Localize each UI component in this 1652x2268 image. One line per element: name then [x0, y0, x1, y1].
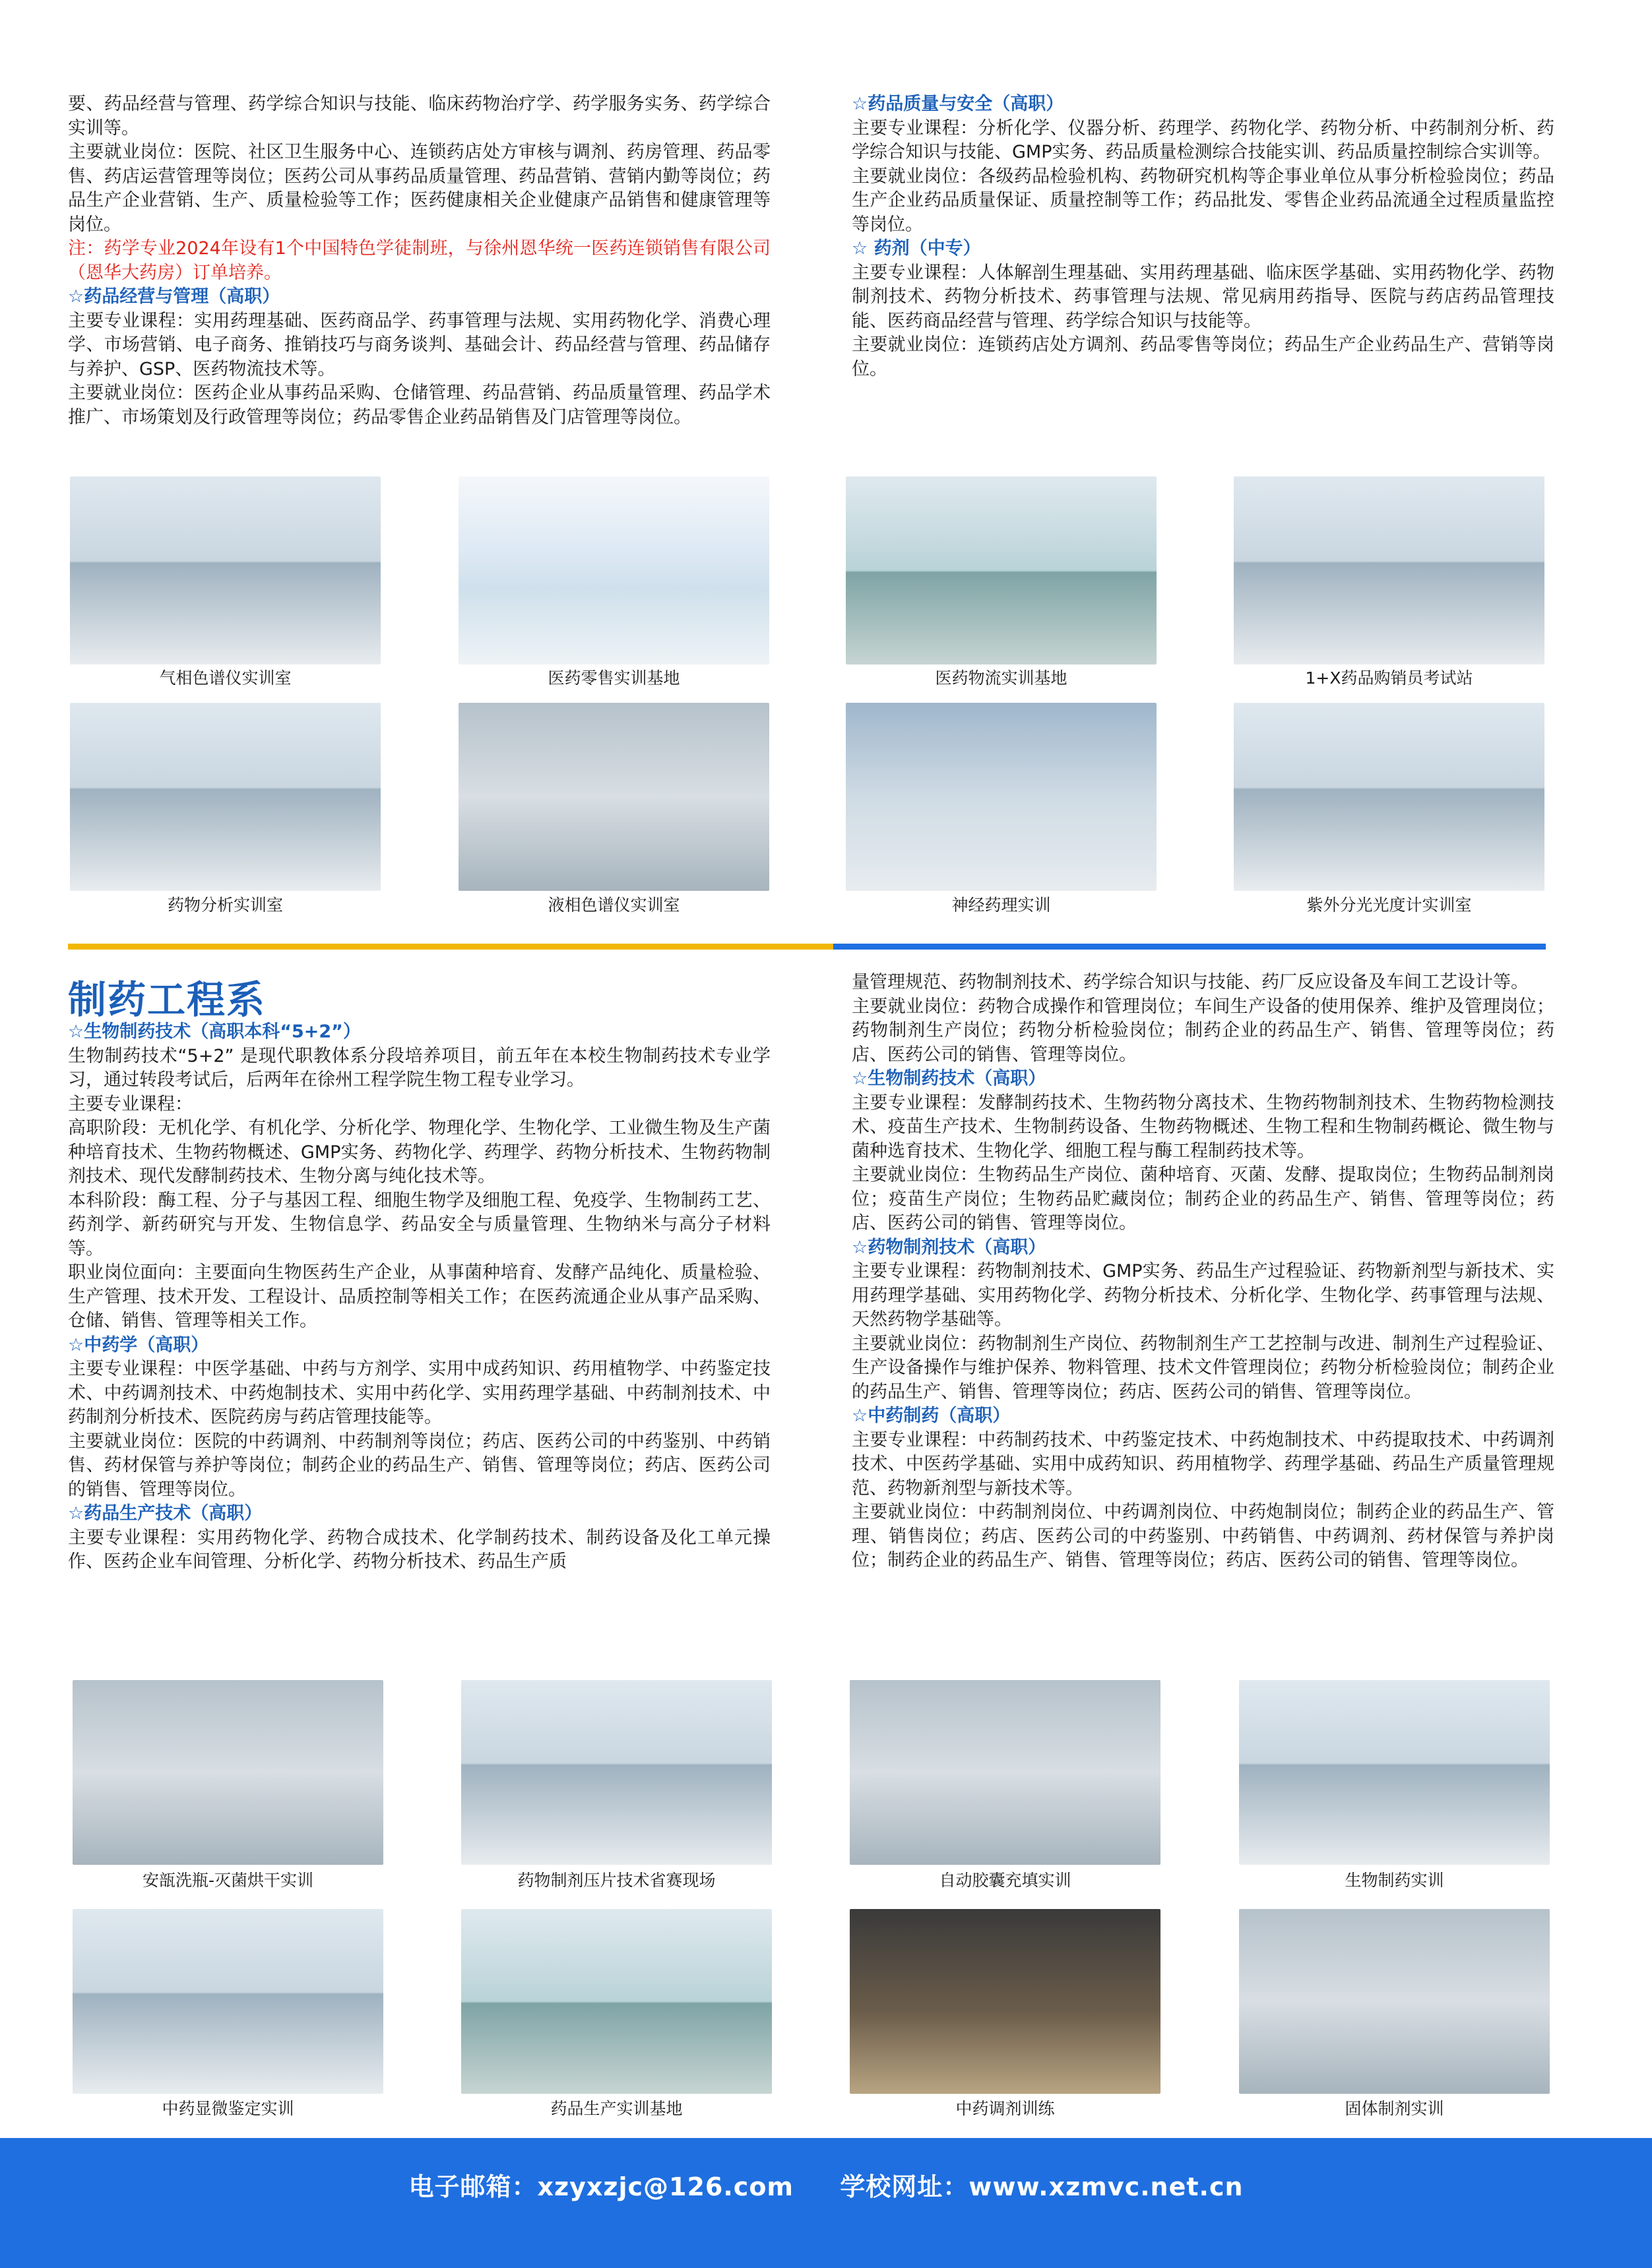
paragraph: 主要就业岗位：医药企业从事药品采购、仓储管理、药品营销、药品质量管理、药品学术推广、市场策划及行政管理等岗位；药品零售企业药品销售及门店管理等岗位。: [68, 383, 771, 428]
photo-gas-chromatography-lab: [70, 476, 381, 664]
photo-drug-analysis-lab: [70, 703, 381, 891]
major-heading: ☆药品质量与安全（高职）: [852, 94, 1064, 114]
paragraph: 主要专业课程：: [68, 1093, 193, 1115]
photo-caption: 中药调剂训练: [955, 2099, 1055, 2118]
paragraph: 主要专业课程：实用药物化学、药物合成技术、化学制药技术、制药设备及化工单元操作、医药企业车间管理、分析化学、药物分析技术、药品生产质: [68, 1527, 771, 1572]
major-heading: ☆中药学（高职）: [68, 1334, 209, 1355]
photo-caption: 药物分析实训室: [167, 895, 283, 915]
major-heading: ☆生物制药技术（高职）: [852, 1068, 1046, 1089]
photo-caption: 固体制剂实训: [1345, 2099, 1444, 2118]
paragraph: 主要就业岗位：中药制剂岗位、中药调剂岗位、中药炮制岗位；制药企业的药品生产、管理、销售岗位；药店、医药公司的中药鉴别、中药销售、中药调剂、药材保管与养护岗位；制药企业的药品生产、销售、管理等岗位；药店、医药公司的销售、管理等岗位。: [852, 1502, 1554, 1571]
paragraph: 生物制药技术“5+2” 是现代职教体系分段培养项目，前五年在本校生物制药技术专业学习，通过转段考试后，后两年在徐州工程学院生物工程专业学习。: [68, 1045, 771, 1090]
photo-ampoule-washing-sterilizing: [73, 1680, 383, 1865]
major-heading: ☆中药制药（高职）: [852, 1406, 1011, 1426]
note-text: 注：药学专业2024年设有1个中国特色学徒制班，与徐州恩华统一医药连锁销售有限公司（恩华大药房）订单培养。: [68, 238, 771, 283]
paragraph: 主要就业岗位：医院、社区卫生服务中心、连锁药店处方审核与调剂、药房管理、药品零售、药店运营管理等岗位；医药公司从事药品质量管理、药品营销、营销内勤等岗位；药品生产企业营销、生产、质量检验等工作；医药健康相关企业健康产品销售和健康管理等岗位。: [68, 142, 771, 235]
photo-production-base: [461, 1909, 772, 2094]
photo-caption: 安瓿洗瓶-灭菌烘干实训: [142, 1871, 314, 1890]
section-divider-blue: [833, 944, 1546, 950]
paragraph: 主要专业课程：中医学基础、中药与方剂学、实用中成药知识、药用植物学、中药鉴定技术、中药调剂技术、中药炮制技术、实用中药化学、实用药理学基础、中药制剂技术、中药制剂分析技术、医院药房与药店管理技能等。: [68, 1359, 771, 1427]
paragraph: 主要专业课程：人体解剖生理基础、实用药理基础、临床医学基础、实用药物化学、药物制剂技术、药物分析技术、药事管理与法规、常见病用药指导、医院与药店药品管理技能、医药商品经营与管理、药学综合知识与技能等。: [852, 262, 1554, 331]
major-heading: ☆ 药剂（中专）: [852, 238, 981, 259]
photo-capsule-filling: [850, 1680, 1160, 1865]
upper-right-column: [852, 92, 1554, 381]
footer-email[interactable]: [408, 2172, 794, 2201]
paragraph: 主要专业课程：发酵制药技术、生物药物分离技术、生物药物制剂技术、生物药物检测技术、疫苗生产技术、生物制药设备、生物药物概述、生物工程和生物制药概论、微生物与菌种选育技术、生物化学、细胞工程与酶工程制药技术等。: [852, 1092, 1554, 1161]
major-heading: ☆药物制剂技术（高职）: [852, 1237, 1046, 1258]
photo-tablet-press-competition: [461, 1680, 772, 1865]
paragraph: 主要专业课程：实用药理基础、医药商品学、药事管理与法规、实用药物化学、消费心理学、市场营销、电子商务、推销技巧与商务谈判、基础会计、药品经营与管理、药品储存与养护、GSP、医药物流技术等。: [68, 310, 771, 379]
photo-1x-exam-station: [1234, 476, 1544, 664]
photo-caption: 医药零售实训基地: [548, 668, 680, 688]
footer-website[interactable]: [840, 2172, 1243, 2201]
photo-uv-spectrophotometer-lab: [1234, 703, 1544, 891]
email-value: xzyxzjc@126.com: [537, 2172, 794, 2201]
photo-tcm-dispensing: [850, 1909, 1160, 2094]
photo-pharmacy-retail-base: [459, 476, 769, 664]
lower-left-column: [68, 1020, 771, 1574]
site-label: 学校网址：: [840, 2172, 969, 2201]
site-value: www.xzmvc.net.cn: [969, 2172, 1244, 2201]
photo-caption: 医药物流实训基地: [935, 668, 1067, 688]
paragraph: 本科阶段：酶工程、分子与基因工程、细胞生物学及细胞工程、免疫学、生物制药工艺、药剂学、新药研究与开发、生物信息学、药品安全与质量管理、生物纳米与高分子材料等。: [68, 1190, 771, 1259]
footer-contact: [0, 2166, 1652, 2203]
photo-caption: 神经药理实训: [951, 895, 1051, 915]
email-label: 电子邮箱：: [408, 2172, 538, 2201]
footer-bar: [0, 2138, 1652, 2268]
photo-caption: 气相色谱仪实训室: [159, 668, 292, 688]
paragraph: 高职阶段：无机化学、有机化学、分析化学、物理化学、生物化学、工业微生物及生产菌种培育技术、生物药物概述、GMP实务、药物化学、药理学、药物分析技术、生物药物制剂技术、现代发酵制药技术、生物分离与纯化技术等。: [68, 1118, 771, 1186]
photo-caption: 药物制剂压片技术省赛现场: [517, 1871, 716, 1890]
major-heading: ☆药品生产技术（高职）: [68, 1503, 263, 1524]
photo-caption: 中药显微鉴定实训: [162, 2099, 294, 2118]
paragraph: 主要专业课程：分析化学、仪器分析、药理学、药物化学、药物分析、中药制剂分析、药学综合知识与技能、GMP实务、药品质量检测综合技能实训、药品质量控制综合实训等。: [852, 117, 1554, 162]
department-title: 制药工程系: [68, 977, 267, 1022]
paragraph: 要、药品经营与管理、药学综合知识与技能、临床药物治疗学、药学服务实务、药学综合实训等。: [68, 94, 771, 139]
photo-biopharma-training: [1239, 1680, 1550, 1865]
paragraph: 主要就业岗位：医院的中药调剂、中药制剂等岗位；药店、医药公司的中药鉴别、中药销售、药材保管与养护等岗位；制药企业的药品生产、销售、管理等岗位；药店、医药公司的销售、管理等岗位。: [68, 1431, 771, 1500]
paragraph: 量管理规范、药物制剂技术、药学综合知识与技能、药厂反应设备及车间工艺设计等。: [852, 972, 1529, 992]
photo-caption: 生物制药实训: [1345, 1871, 1444, 1890]
photo-caption: 液相色谱仪实训室: [548, 895, 680, 915]
photo-caption: 药品生产实训基地: [550, 2099, 683, 2118]
upper-left-column: [68, 92, 771, 430]
paragraph: 主要专业课程：中药制药技术、中药鉴定技术、中药炮制技术、中药提取技术、中药调剂技术、中医药学基础、实用中成药知识、药用植物学、药理学基础、药品生产质量管理规范、药物新剂型与新技术等。: [852, 1429, 1554, 1499]
photo-tcm-microscopy: [73, 1909, 383, 2094]
major-heading: ☆药品经营与管理（高职）: [68, 286, 280, 307]
paragraph: 主要就业岗位：生物药品生产岗位、菌种培育、灭菌、发酵、提取岗位；生物药品制剂岗位；疫苗生产岗位；生物药品贮藏岗位；制药企业的药品生产、销售、管理等岗位；药店、医药公司的销售、管理等岗位。: [852, 1165, 1554, 1233]
photo-neuropharmacology: [846, 703, 1157, 891]
paragraph: 主要就业岗位：药物合成操作和管理岗位；车间生产设备的使用保养、维护及管理岗位；药物制剂生产岗位；药物分析检验岗位；制药企业的药品生产、销售、管理等岗位；药店、医药公司的销售、管理等岗位。: [852, 996, 1554, 1065]
major-heading: ☆生物制药技术（高职本科“5+2”）: [68, 1021, 361, 1042]
paragraph: 主要就业岗位：连锁药店处方调剂、药品零售等岗位；药品生产企业药品生产、营销等岗位。: [852, 335, 1554, 379]
paragraph: 职业岗位面向：主要面向生物医药生产企业，从事菌种培育、发酵产品纯化、质量检验、生产管理、技术开发、工程设计、品质控制等相关工作；在医药流通企业从事产品采购、仓储、销售、管理等相关工作。: [68, 1262, 771, 1331]
photo-solid-dosage-training: [1239, 1909, 1550, 2094]
paragraph: 主要专业课程：药物制剂技术、GMP实务、药品生产过程验证、药物新剂型与新技术、实用药理学基础、实用药物化学、药物分析技术、分析化学、生物化学、药事管理与法规、天然药物学基础等。: [852, 1261, 1554, 1330]
lower-right-column: [852, 971, 1554, 1573]
photo-caption: 自动胶囊充填实训: [939, 1871, 1071, 1890]
section-divider-yellow: [68, 944, 833, 950]
photo-caption: 紫外分光光度计实训室: [1306, 895, 1472, 915]
paragraph: 主要就业岗位：各级药品检验机构、药物研究机构等企事业单位从事分析检验岗位；药品生产企业药品质量保证、质量控制等工作；药品批发、零售企业药品流通全过程质量监控等岗位。: [852, 166, 1554, 235]
paragraph: 主要就业岗位：药物制剂生产岗位、药物制剂生产工艺控制与改进、制剂生产过程验证、生产设备操作与维护保养、物料管理、技术文件管理岗位；药物分析检验岗位；制药企业的药品生产、销售、管理等岗位；药店、医药公司的销售、管理等岗位。: [852, 1333, 1554, 1402]
photo-liquid-chromatography-lab: [459, 703, 769, 891]
photo-pharma-logistics-base: [846, 476, 1157, 664]
photo-caption: 1+X药品购销员考试站: [1305, 668, 1473, 688]
